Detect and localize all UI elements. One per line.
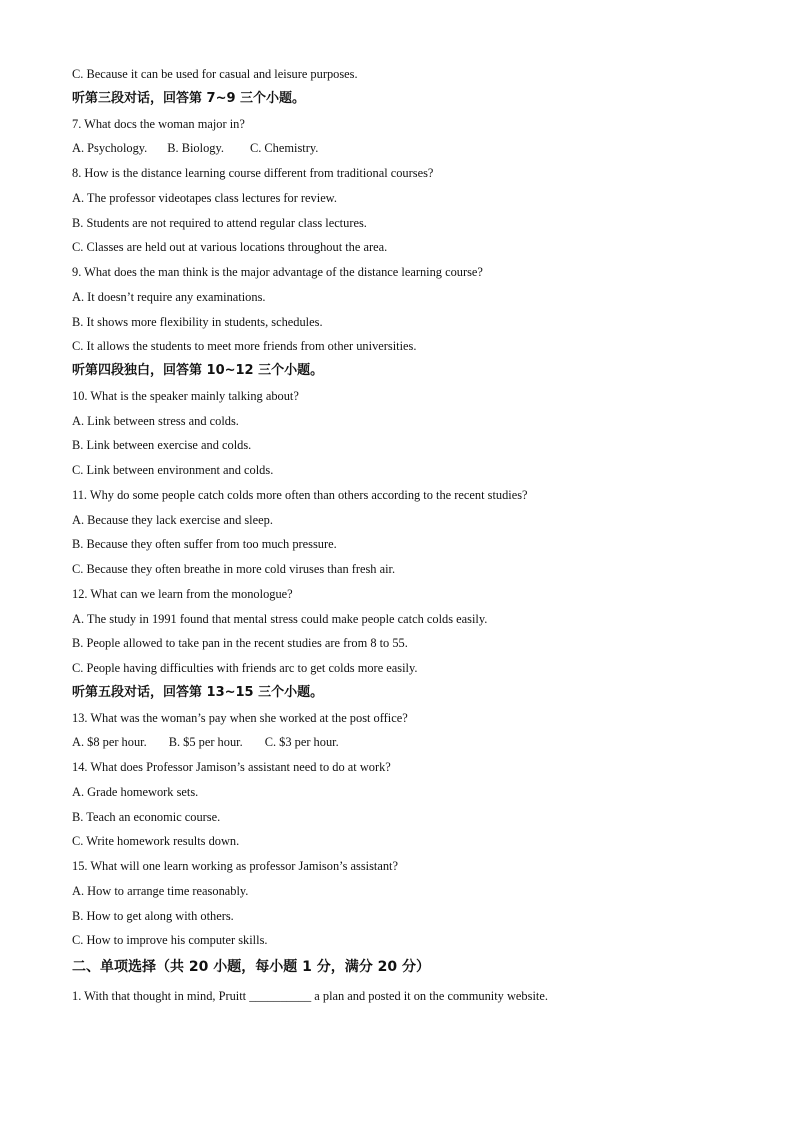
- option-a: A. How to arrange time reasonably.: [72, 883, 249, 898]
- option-line: C. Because it can be used for casual and leisure purposes.: [72, 67, 358, 81]
- document-page: [72, 62, 732, 1009]
- section-heading-dialogue-3: 听第三段对话，回答第 7~9 三个小题。: [72, 90, 306, 106]
- option-c: C. It allows the students to meet more friends from other universities.: [72, 339, 417, 354]
- option-b: B. Teach an economic course.: [72, 809, 221, 824]
- question-10: 10. What is the speaker mainly talking about?: [72, 388, 299, 403]
- option-c: C. $3 per hour.: [264, 735, 339, 750]
- section-heading-dialogue-5: 听第五段对话，回答第 13~15 三个小题。: [72, 684, 324, 700]
- question-7: 7. What docs the woman major in?: [72, 116, 245, 131]
- option-c: C. How to improve his computer skills.: [72, 933, 268, 948]
- option-c: C. Because they often breathe in more cold viruses than fresh air.: [72, 562, 396, 576]
- question-7-options: [72, 136, 732, 161]
- option-c: C. Chemistry.: [249, 141, 319, 156]
- option-a: A. Grade homework sets.: [72, 784, 199, 799]
- option-c: C. People having difficulties with friends arc to get colds more easily.: [72, 661, 418, 675]
- option-a: A. Because they lack exercise and sleep.: [72, 512, 273, 527]
- option-c: C. Link between environment and colds.: [72, 463, 274, 477]
- question-9: 9. What does the man think is the major advantage of the distance learning course?: [72, 265, 483, 279]
- option-b: B. Because they often suffer from too much pressure.: [72, 537, 337, 552]
- option-c: C. Write homework results down.: [72, 834, 240, 849]
- option-a: A. Link between stress and colds.: [72, 413, 239, 428]
- question-15: 15. What will one learn working as professor Jamison’s assistant?: [72, 859, 398, 873]
- option-b: B. People allowed to take pan in the recent studies are from 8 to 55.: [72, 636, 408, 651]
- option-b: B. Link between exercise and colds.: [72, 438, 252, 453]
- question-13-options: [72, 730, 732, 755]
- option-a: A. The professor videotapes class lectures for review.: [72, 190, 337, 205]
- option-a: A. It doesn’t require any examinations.: [72, 289, 266, 304]
- option-a: A. The study in 1991 found that mental stress could make people catch colds easily.: [72, 611, 488, 626]
- question-13: 13. What was the woman’s pay when she worked at the post office?: [72, 710, 408, 725]
- option-b: B. Biology.: [167, 141, 224, 156]
- section-heading-single-choice: 二、单项选择（共 20 小题，每小题 1 分，满分 20 分）: [72, 959, 430, 975]
- option-b: B. Students are not required to attend regular class lectures.: [72, 215, 367, 230]
- question-12: 12. What can we learn from the monologue?: [72, 586, 293, 601]
- option-b: B. $5 per hour.: [168, 735, 243, 750]
- question-11: 11. Why do some people catch colds more often than others according to the recent studies?: [72, 487, 528, 502]
- option-a: A. $8 per hour.: [72, 735, 147, 750]
- section-heading-monologue-4: 听第四段独白，回答第 10~12 三个小题。: [72, 363, 324, 378]
- option-c: C. Classes are held out at various locations throughout the area.: [72, 240, 388, 255]
- option-a: A. Psychology.: [72, 141, 148, 156]
- option-b: B. It shows more flexibility in students, schedules.: [72, 314, 323, 329]
- option-b: B. How to get along with others.: [72, 908, 234, 923]
- grammar-question-1: 1. With that thought in mind, Pruitt __________ a plan and posted it on the community website.: [72, 988, 548, 1003]
- question-14: 14. What does Professor Jamison’s assistant need to do at work?: [72, 760, 391, 774]
- question-8: 8. How is the distance learning course different from traditional courses?: [72, 166, 434, 180]
